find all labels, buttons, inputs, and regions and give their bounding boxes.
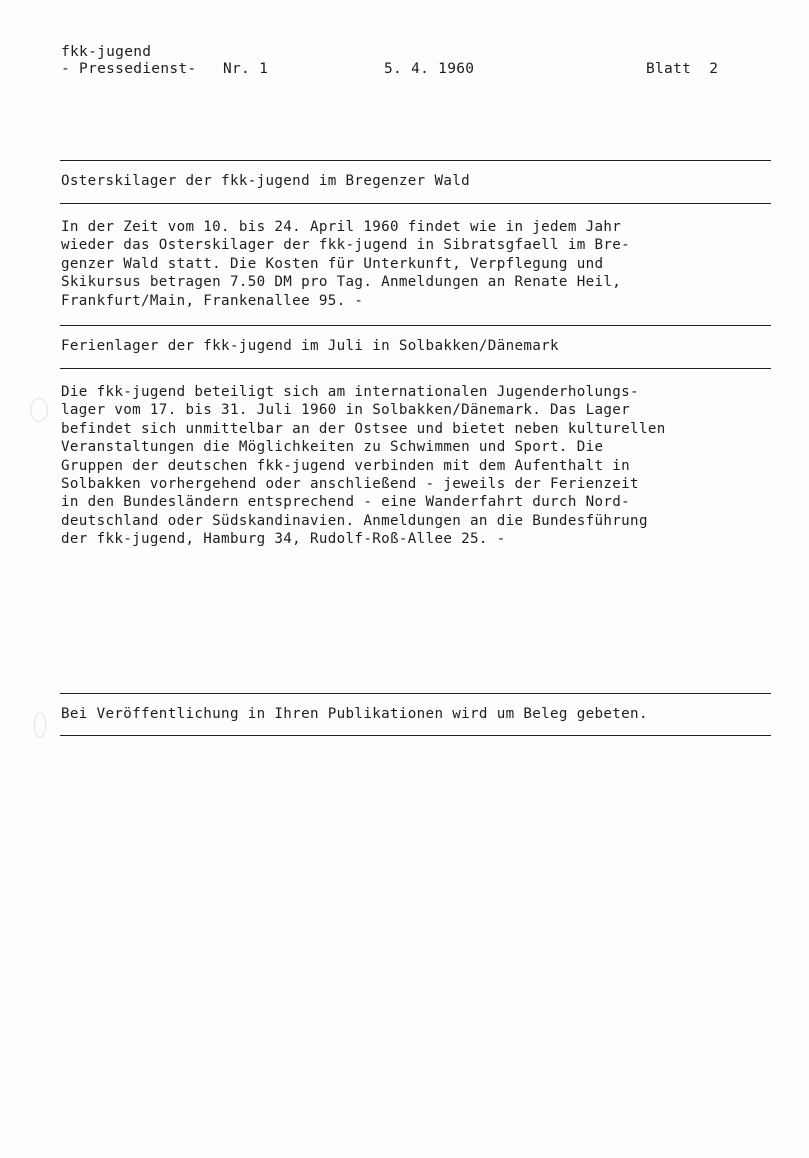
article-2-line: Gruppen der deutschen fkk-jugend verbinden mit dem Aufenthalt in [61,457,631,474]
header-org: fkk-jugend [61,44,152,60]
article-1-line: wieder das Osterskilager der fkk-jugend in Sibratsgfaell im Bre- [61,237,631,254]
article-1-line: In der Zeit vom 10. bis 24. April 1960 findet wie in jedem Jahr [61,219,622,235]
header-date: 5. 4. 1960 [384,61,475,77]
article-2-line: lager vom 17. bis 31. Juli 1960 in Solbakken/Dänemark. Das Lager [61,402,631,419]
footer-note: Bei Veröffentlichung in Ihren Publikationen wird um Beleg gebeten. [61,706,648,722]
divider-line [60,368,771,369]
divider-line [60,735,771,736]
article-1-line: genzer Wald statt. Die Kosten für Unterkunft, Verpflegung und [61,255,604,272]
divider-line [60,325,771,326]
article-1-body [61,218,630,310]
article-2-line: Veranstaltungen die Möglichkeiten zu Schwimmen und Sport. Die [61,439,604,456]
article-2-line: Die fkk-jugend beteiligt sich am internationalen Jugenderholungs- [61,384,639,400]
article-2-line: befindet sich unmittelbar an der Ostsee und bietet neben kulturellen [61,420,666,437]
article-1-title: Osterskilager der fkk-jugend im Bregenzer Wald [61,173,471,189]
article-2-line: der fkk-jugend, Hamburg 34, Rudolf-Roß-Allee 25. - [61,531,506,548]
punch-hole-mark [34,712,46,738]
article-1-line: Skikursus betragen 7.50 DM pro Tag. Anmeldungen an Renate Heil, [61,274,622,291]
article-2-line: Solbakken vorhergehend oder anschließend - jeweils der Ferienzeit [61,475,639,492]
punch-hole-mark [30,398,48,422]
article-2-body [61,383,666,549]
article-2-line: deutschland oder Südskandinavien. Anmeldungen an die Bundesführung [61,512,648,529]
header-service: - Pressedienst- [61,61,197,77]
divider-line [60,203,771,204]
header-sheet: Blatt 2 [646,61,719,77]
article-2-line: in den Bundesländern entsprechend - eine Wanderfahrt durch Nord- [61,494,631,511]
article-1-line: Frankfurt/Main, Frankenallee 95. - [61,292,364,309]
divider-line [60,160,771,161]
article-2-title: Ferienlager der fkk-jugend im Juli in Solbakken/Dänemark [61,338,559,354]
divider-line [60,693,771,694]
header-issue: Nr. 1 [223,61,269,77]
